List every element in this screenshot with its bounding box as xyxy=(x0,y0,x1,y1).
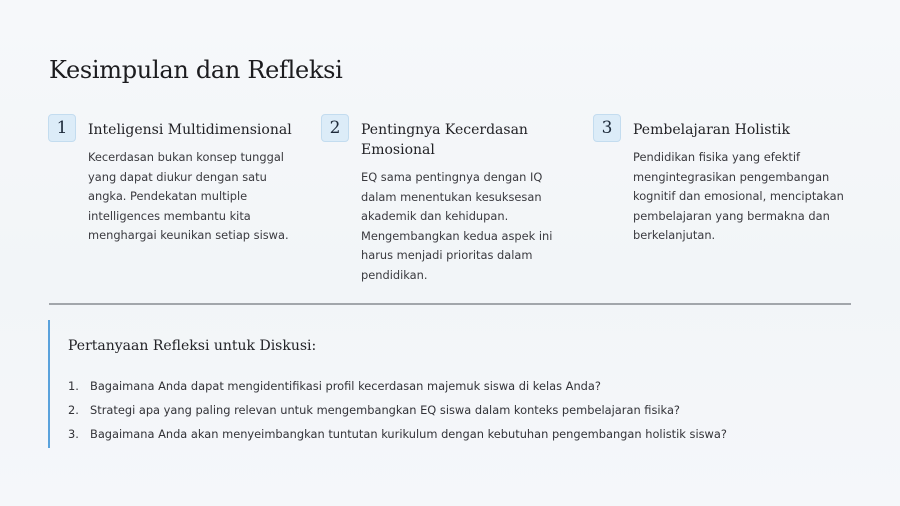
question-number: 3. xyxy=(68,427,79,441)
slide-title: Kesimpulan dan Refleksi xyxy=(49,56,343,84)
column-body: EQ sama pentingnya dengan IQ dalam menentukan kesuksesan akademik dan kehidupan. Mengembangkan kedua aspek ini harus menjadi prioritas dalam pendidikan. xyxy=(361,170,553,282)
reflection-title: Pertanyaan Refleksi untuk Diskusi: xyxy=(68,338,317,354)
question-number: 1. xyxy=(68,379,79,393)
number-badge: 3 xyxy=(593,114,621,142)
column-heading: Pembelajaran Holistik xyxy=(633,122,790,138)
question-number: 2. xyxy=(68,403,79,417)
question-text: Bagaimana Anda akan menyeimbangkan tuntutan kurikulum dengan kebutuhan pengembangan holistik siswa? xyxy=(90,427,727,441)
question-text: Bagaimana Anda dapat mengidentifikasi profil kecerdasan majemuk siswa di kelas Anda? xyxy=(90,379,601,393)
section-divider xyxy=(49,303,851,305)
number-badge: 2 xyxy=(321,114,349,142)
column-heading: Inteligensi Multidimensional xyxy=(88,122,292,138)
column-body: Kecerdasan bukan konsep tunggal yang dapat diukur dengan satu angka. Pendekatan multiple intelligences membantu kita menghargai keunikan setiap siswa. xyxy=(88,150,289,243)
number-badge: 1 xyxy=(48,114,76,142)
reflection-panel xyxy=(48,320,850,448)
column-heading: Pentingnya Kecerdasan Emosional xyxy=(361,122,528,158)
question-text: Strategi apa yang paling relevan untuk mengembangkan EQ siswa dalam konteks pembelajaran fisika? xyxy=(90,403,680,417)
column-body: Pendidikan fisika yang efektif mengintegrasikan pengembangan kognitif dan emosional, menciptakan pembelajaran yang bermakna dan berkelanjutan. xyxy=(633,150,844,243)
